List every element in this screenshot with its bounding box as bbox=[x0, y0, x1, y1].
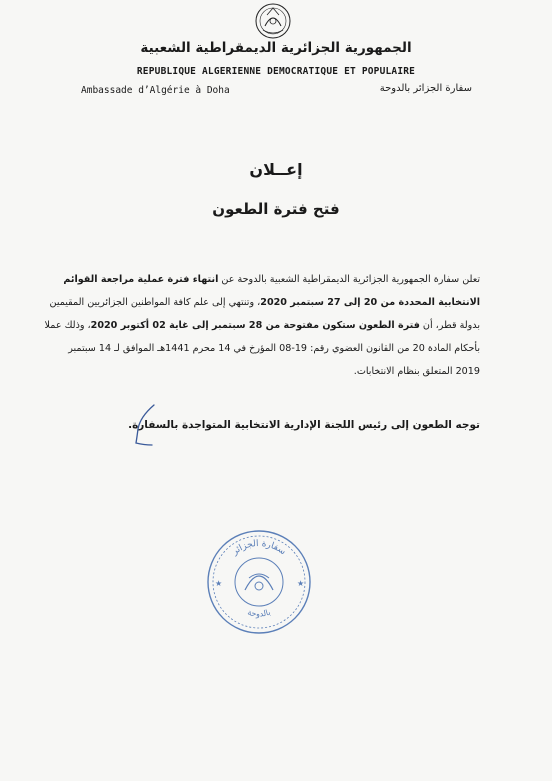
stamp-text-bottom: بالدوحة bbox=[246, 607, 272, 619]
embassy-name-arabic: سفارة الجزائر بالدوحة bbox=[379, 83, 472, 94]
body-text: بدولة قطر، أن bbox=[419, 320, 480, 331]
svg-text:سفارة الجزائر bbox=[230, 539, 288, 558]
appeals-note: توجه الطعون إلى رئيس اللجنة الإدارية الانتخابية المتواجدة بالسفارة. bbox=[128, 419, 480, 431]
announcement-subtitle: فتح فترة الطعون bbox=[212, 200, 340, 218]
body-text: 2019 المتعلق بنظام الانتخابات. bbox=[353, 366, 480, 377]
body-text: بأحكام المادة 20 من القانون العضوي رقم: 19-08 المؤرخ في 14 محرم 1441هـ الموافق لـ 14 سبتمبر bbox=[68, 343, 480, 354]
svg-text:بالدوحة bbox=[246, 608, 271, 619]
body-text: ، وذلك عملا bbox=[44, 320, 91, 331]
country-name-french: REPUBLIQUE ALGERIENNE DEMOCRATIQUE ET POPULAIRE bbox=[136, 66, 416, 77]
body-text: تعلن سفارة الجمهورية الجزائرية الديمقراطية الشعبية بالدوحة عن bbox=[218, 274, 480, 285]
body-line-3 bbox=[44, 314, 480, 337]
body-line-5 bbox=[72, 360, 480, 383]
stamp-text-top: سفارة الجزائر bbox=[230, 538, 288, 558]
svg-text:★: ★ bbox=[215, 579, 223, 588]
national-emblem-icon bbox=[253, 2, 293, 40]
body-bold-text: انتهاء فترة عملية مراجعة القوائم bbox=[63, 274, 219, 285]
body-line-2 bbox=[49, 291, 480, 314]
announcement-body bbox=[44, 268, 480, 383]
announcement-title: إعــلان bbox=[249, 160, 303, 179]
body-bold-text: فترة الطعون ستكون مفتوحة من 28 سبتمبر إلى غاية 02 أكتوبر 2020 bbox=[90, 320, 420, 331]
body-line-1 bbox=[63, 268, 480, 291]
body-bold-text: الانتخابية المحددة من 20 إلى 27 سبتمبر 2020 bbox=[260, 297, 480, 308]
embassy-name-french: Ambassade d’Algérie à Doha bbox=[81, 85, 230, 96]
svg-text:★: ★ bbox=[297, 579, 305, 588]
handwritten-signature-icon bbox=[128, 403, 168, 451]
body-line-4 bbox=[68, 337, 480, 360]
body-text: ، وتنتهي إلى علم كافة المواطنين الجزائريين المقيمين bbox=[49, 297, 261, 308]
embassy-stamp-icon bbox=[205, 528, 313, 636]
country-name-arabic: الجمهورية الجزائرية الديمقراطية الشعبية bbox=[140, 40, 412, 56]
